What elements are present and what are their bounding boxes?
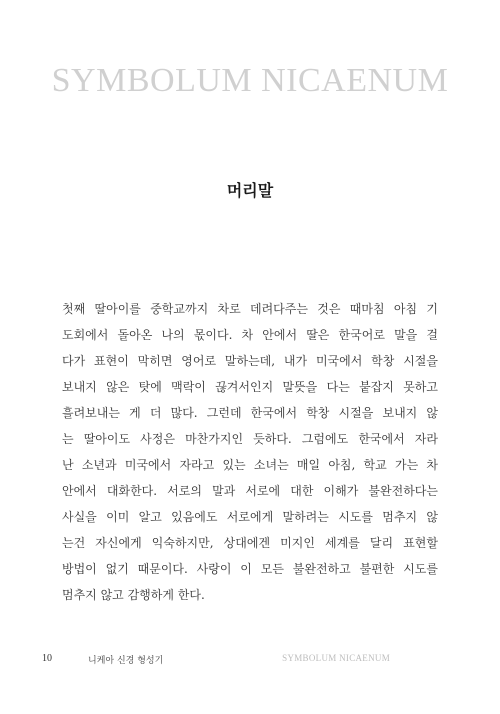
body-line: 첫째 딸아이를 중학교까지 차로 데려다주는 것은 때마침 아침 기 — [62, 302, 438, 316]
body-line: 방법이 없기 때문이다. 사랑이 이 모든 불완전하고 불편한 시도를 — [62, 562, 438, 576]
body-line: 보내지 않은 탓에 맥락이 끊겨서인지 말뜻을 다는 붙잡지 못하고 — [62, 380, 438, 394]
body-line: 도회에서 돌아온 나의 몫이다. 차 안에서 딸은 한국어로 말을 걸 — [62, 328, 438, 342]
body-line: 는 딸아이도 사정은 마찬가지인 듯하다. 그럼에도 한국에서 자라 — [62, 432, 438, 446]
header-title: SYMBOLUM NICAENUM — [51, 62, 449, 99]
body-line: 멈추지 않고 감행하게 한다. — [62, 588, 205, 602]
body-line: 사실을 이미 알고 있음에도 서로에게 말하려는 시도를 멈추지 않 — [62, 510, 438, 524]
body-line: 흘려보내는 게 더 많다. 그런데 한국에서 학창 시절을 보내지 않 — [62, 406, 438, 420]
page-number: 10 — [42, 653, 52, 664]
body-line: 다가 표현이 막히면 영어로 말하는데, 내가 미국에서 학창 시절을 — [62, 354, 438, 368]
footer-book-title: 니케아 신경 형성기 — [88, 656, 164, 666]
page-footer — [0, 653, 500, 669]
footer-running-head: SYMBOLUM NICAENUM — [282, 653, 390, 663]
body-line: 난 소년과 미국에서 자라고 있는 소녀는 매일 아침, 학교 가는 차 — [62, 458, 438, 472]
body-line: 는건 자신에게 익숙하지만, 상대에겐 미지인 세계를 달리 표현할 — [62, 536, 438, 550]
body-line: 안에서 대화한다. 서로의 말과 서로에 대한 이해가 불완전하다는 — [62, 484, 438, 498]
body-paragraph — [62, 296, 438, 608]
chapter-title: 머리말 — [226, 181, 274, 200]
